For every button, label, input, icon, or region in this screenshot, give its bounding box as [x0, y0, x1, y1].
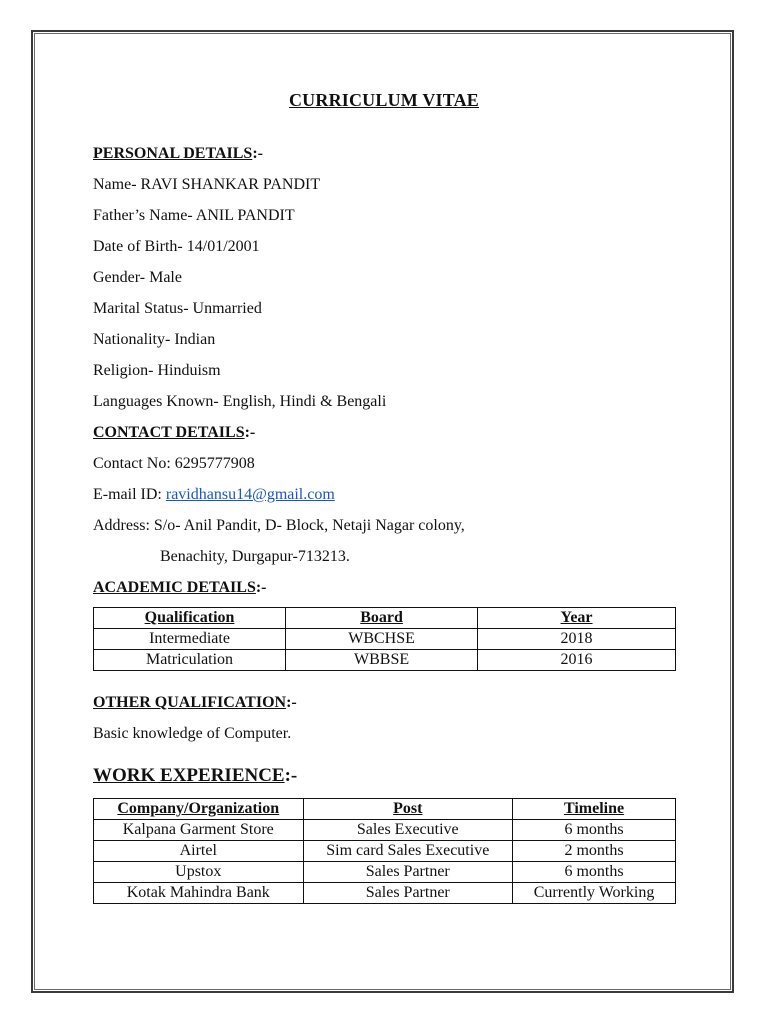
- personal-details-heading-suffix: :-: [252, 145, 263, 162]
- dob-line: Date of Birth- 14/01/2001: [93, 238, 260, 255]
- personal-details-heading-text: PERSONAL DETAILS: [93, 145, 253, 162]
- contact-details-heading-suffix: :-: [244, 424, 256, 441]
- work-experience-heading: [93, 762, 683, 798]
- address-line-2: Benachity, Durgapur-713213.: [160, 548, 350, 565]
- page-title: CURRICULUM VITAE: [288, 90, 480, 110]
- table-cell: Matriculation: [94, 650, 286, 671]
- column-header-post: Post: [303, 799, 513, 820]
- academic-details-heading: [93, 576, 683, 607]
- contact-details-heading: [93, 421, 683, 452]
- personal-details-heading: [93, 142, 683, 173]
- languages-line: Languages Known- English, Hindi & Bengali: [93, 393, 387, 410]
- contact-number-line: Contact No: 6295777908: [93, 455, 255, 472]
- table-row: [94, 650, 676, 671]
- column-header-board: Board: [286, 608, 478, 629]
- table-cell: Upstox: [94, 862, 304, 883]
- table-cell: Sim card Sales Executive: [303, 841, 513, 862]
- nationality-line: Nationality- Indian: [93, 331, 216, 348]
- table-row: [94, 883, 676, 904]
- table-cell: Sales Executive: [303, 820, 513, 841]
- other-qualification-heading-suffix: :-: [286, 694, 297, 711]
- work-experience-heading-suffix: :-: [284, 765, 298, 786]
- academic-table: [93, 607, 676, 671]
- column-header-company: Company/Organization: [94, 799, 304, 820]
- table-cell: WBCHSE: [286, 629, 478, 650]
- email-link[interactable]: ravidhansu14@gmail.com: [165, 486, 335, 503]
- academic-details-heading-suffix: :-: [255, 579, 267, 596]
- table-row: [94, 862, 676, 883]
- academic-details-heading-text: ACADEMIC DETAILS: [93, 579, 256, 596]
- email-label: E-mail ID:: [93, 486, 166, 503]
- table-cell: Kotak Mahindra Bank: [94, 883, 304, 904]
- table-cell: 2 months: [513, 841, 676, 862]
- cv-content: [93, 142, 683, 904]
- table-cell: 6 months: [513, 862, 676, 883]
- academic-table-header: [94, 608, 676, 629]
- table-cell: Currently Working: [513, 883, 676, 904]
- email-line: [93, 483, 683, 514]
- name-line: Name- RAVI SHANKAR PANDIT: [93, 176, 321, 193]
- table-row: [94, 820, 676, 841]
- religion-line: Religion- Hinduism: [93, 362, 221, 379]
- father-name-line: Father’s Name- ANIL PANDIT: [93, 207, 295, 224]
- table-cell: Intermediate: [94, 629, 286, 650]
- table-cell: Airtel: [94, 841, 304, 862]
- marital-status-line: Marital Status- Unmarried: [93, 300, 262, 317]
- table-cell: 2016: [478, 650, 676, 671]
- work-experience-table: [93, 798, 676, 904]
- table-cell: 6 months: [513, 820, 676, 841]
- table-cell: 2018: [478, 629, 676, 650]
- other-qualification-heading-text: OTHER QUALIFICATION: [93, 694, 287, 711]
- column-header-timeline: Timeline: [513, 799, 676, 820]
- gender-line: Gender- Male: [93, 269, 182, 286]
- other-qualification-text: Basic knowledge of Computer.: [93, 725, 292, 742]
- other-qualification-heading: [93, 691, 683, 722]
- address-line-1: Address: S/o- Anil Pandit, D- Block, Netaji Nagar colony,: [93, 517, 465, 534]
- table-row: [94, 841, 676, 862]
- table-cell: Sales Partner: [303, 883, 513, 904]
- column-header-qualification: Qualification: [94, 608, 286, 629]
- table-row: [94, 629, 676, 650]
- work-experience-heading-text: WORK EXPERIENCE: [93, 765, 285, 786]
- column-header-year: Year: [478, 608, 676, 629]
- table-cell: WBBSE: [286, 650, 478, 671]
- contact-details-heading-text: CONTACT DETAILS: [93, 424, 245, 441]
- table-cell: Sales Partner: [303, 862, 513, 883]
- work-table-header: [94, 799, 676, 820]
- table-cell: Kalpana Garment Store: [94, 820, 304, 841]
